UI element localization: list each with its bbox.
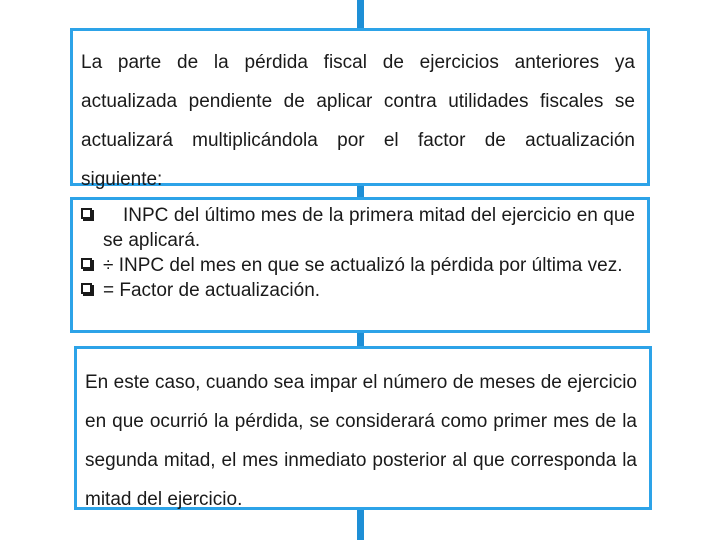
connector-line-top xyxy=(357,0,364,30)
formula-numerator-text: INPC del último mes de la primera mitad del ejercicio en que se aplicará. xyxy=(103,205,635,251)
box-loss-update-text: La parte de la pérdida fiscal de ejercicios anteriores ya actualizada pendiente de aplicar contra utilidades fiscales se actualizará multiplicándola por el factor de actualización siguiente: xyxy=(81,52,635,190)
box-factor-formula xyxy=(70,197,650,333)
formula-result-text: = Factor de actualización. xyxy=(103,280,321,301)
box-loss-update-rule xyxy=(70,28,650,190)
box-odd-months-text: En este caso, cuando sea impar el número de meses de ejercicio en que ocurrió la pérdida, se considerará como primer mes de la segunda mitad, el mes inmediato posterior al que corresponda la mitad del ejercicio. xyxy=(85,372,637,510)
formula-denominator-text: ÷ INPC del mes en que se actualizó la pérdida por última vez. xyxy=(103,255,623,276)
checkbox-bullet-icon xyxy=(81,278,103,303)
formula-bullet-denominator xyxy=(81,253,635,278)
formula-bullet-numerator xyxy=(81,203,635,253)
checkbox-bullet-icon xyxy=(81,253,103,278)
checkbox-bullet-icon xyxy=(81,203,103,228)
formula-bullet-result xyxy=(81,278,635,303)
box-odd-months-case xyxy=(74,346,652,510)
